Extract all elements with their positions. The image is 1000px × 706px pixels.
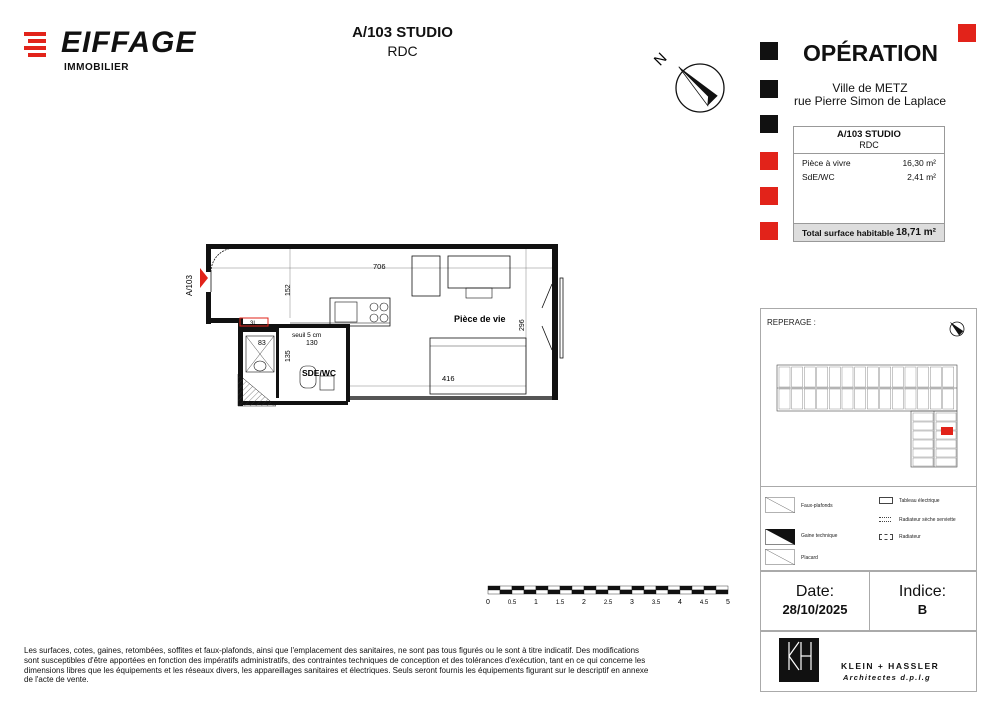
scale-label: 3.5 xyxy=(651,600,661,606)
marker-square-black-1 xyxy=(760,42,778,60)
site-plan-cell xyxy=(892,389,903,409)
surface-total xyxy=(794,223,944,241)
scale-check xyxy=(572,586,584,590)
dim-83: 83 xyxy=(258,340,266,347)
north-label: N xyxy=(650,49,671,70)
site-plan-cell xyxy=(880,367,891,387)
north-arrow-icon xyxy=(650,42,740,122)
site-plan-cell xyxy=(936,458,956,466)
scale-check xyxy=(536,586,548,590)
surface-table xyxy=(793,126,945,242)
scale-check xyxy=(644,586,656,590)
site-plan-cell xyxy=(867,389,878,409)
legend-radiateur-icon xyxy=(879,534,893,540)
indice-label: Indice: xyxy=(898,583,947,600)
scale-check xyxy=(692,590,704,594)
scale-label: 0.5 xyxy=(507,600,517,606)
site-plan-cell xyxy=(880,389,891,409)
scale-check xyxy=(608,586,620,590)
room-bath-label: SDE/WC xyxy=(302,368,336,378)
site-plan-cell xyxy=(792,367,803,387)
site-plan-cell xyxy=(913,458,933,466)
scale-check xyxy=(656,590,668,594)
scale-check xyxy=(500,586,512,590)
dim-130: 130 xyxy=(306,340,318,347)
scale-label: 1.5 xyxy=(555,600,565,606)
scale-check xyxy=(548,590,560,594)
plan-level: RDC xyxy=(387,43,418,59)
site-plan-cell xyxy=(918,389,929,409)
scale-check xyxy=(524,590,536,594)
site-plan-cell xyxy=(913,449,933,457)
architect-box xyxy=(760,630,977,692)
surface-row-value: 2,41 m² xyxy=(907,172,936,182)
site-plan-cell xyxy=(943,389,954,409)
surface-total-label: Total surface habitable xyxy=(802,227,894,238)
marker-square-red-2 xyxy=(760,187,778,205)
date-label: Date: xyxy=(795,583,835,600)
scale-check xyxy=(524,586,536,590)
dim-706: 706 xyxy=(373,262,386,271)
date-indice-box xyxy=(760,570,977,632)
scale-check xyxy=(716,586,728,590)
scale-label: 4 xyxy=(678,599,682,606)
scale-label: 2.5 xyxy=(603,600,613,606)
unit-label: A/103 xyxy=(185,275,194,296)
scale-check xyxy=(680,586,692,590)
marker-square-black-2 xyxy=(760,80,778,98)
scale-check xyxy=(716,590,728,594)
tag-3l: 3L xyxy=(250,321,257,327)
surface-row-value: 16,30 m² xyxy=(902,158,936,168)
legend-radiateur-serviette: Radiateur sèche serviette xyxy=(899,517,956,523)
operation-city: Ville de METZ xyxy=(832,81,908,95)
scale-label: 5 xyxy=(726,599,730,606)
disclaimer-text: Les surfaces, cotes, gaines, retombées, soffites et faux-plafonds, ainsi que l'emplacement des sanitaires, ne sont pas tous figurés ou le sont à titre indicatif. Des modifications sont susceptibles d'être apportées en fonction des impératifs administratifs, des contraintes techniques de conception et des tolérances d'exécution, tant en ce qui concerne les dimensions libres que les équipements et les réseaux divers, les appareillages sanitaires et électriques. Seuls seront fournis les équipements figurant sur le descriptif en annexe de l'acte de vente. xyxy=(24,646,649,685)
reperage-label: REPERAGE : xyxy=(767,318,816,327)
scale-check xyxy=(608,590,620,594)
scale-check xyxy=(668,590,680,594)
operation-street: rue Pierre Simon de Laplace xyxy=(793,94,947,108)
scale-check xyxy=(584,590,596,594)
site-plan-cell xyxy=(867,367,878,387)
legend-radiateur: Radiateur xyxy=(899,534,921,540)
marker-square-red-top xyxy=(958,24,976,42)
operation-title: OPÉRATION xyxy=(803,40,939,66)
logo-sub: IMMOBILIER xyxy=(64,62,129,73)
legend-radiateur-serviette-icon xyxy=(879,517,891,522)
scale-check xyxy=(692,586,704,590)
scale-bar xyxy=(482,584,742,614)
logo-brand: EIFFAGE xyxy=(61,26,197,59)
scale-check xyxy=(680,590,692,594)
scale-check xyxy=(704,590,716,594)
site-plan-cell xyxy=(936,413,956,421)
kh-logo-icon xyxy=(779,638,819,676)
scale-check xyxy=(620,590,632,594)
site-plan-cell xyxy=(936,449,956,457)
site-plan-cell xyxy=(892,367,903,387)
eiffage-logo-icon xyxy=(24,30,54,60)
dim-152: 152 xyxy=(285,284,292,296)
site-plan-cell xyxy=(913,413,933,421)
site-plan-cell xyxy=(817,389,828,409)
indice-value: B xyxy=(917,602,928,617)
site-plan-cell xyxy=(905,389,916,409)
legend-tableau-icon xyxy=(879,497,893,504)
eiffage-logo xyxy=(24,26,197,78)
site-plan-cell xyxy=(804,367,815,387)
scale-check xyxy=(488,586,500,590)
site-plan-cell xyxy=(855,389,866,409)
surface-row-label: SdE/WC xyxy=(802,172,835,182)
reperage-box xyxy=(760,308,977,572)
seuil-label: seuil 5 cm xyxy=(292,332,322,339)
site-plan-cell xyxy=(842,367,853,387)
scale-check xyxy=(536,590,548,594)
scale-check xyxy=(512,590,524,594)
scale-check xyxy=(572,590,584,594)
site-plan-cell xyxy=(792,389,803,409)
dim-416: 416 xyxy=(442,374,455,383)
scale-check xyxy=(548,586,560,590)
site-plan-cell xyxy=(905,367,916,387)
dim-296: 296 xyxy=(519,319,526,331)
scale-check xyxy=(560,590,572,594)
site-plan-cell xyxy=(913,431,933,439)
marker-square-red-1 xyxy=(760,152,778,170)
scale-check xyxy=(656,586,668,590)
marker-square-black-3 xyxy=(760,115,778,133)
scale-check xyxy=(488,590,500,594)
architect-sub: Architectes d.p.l.g xyxy=(843,673,931,682)
scale-check xyxy=(596,586,608,590)
site-plan-cell xyxy=(817,367,828,387)
scale-label: 1 xyxy=(534,599,538,606)
site-plan-cell xyxy=(943,367,954,387)
site-plan-cell xyxy=(842,389,853,409)
site-plan-cell xyxy=(930,367,941,387)
architect-logo xyxy=(779,638,819,682)
site-plan-cell xyxy=(913,440,933,448)
plan-title: A/103 STUDIO xyxy=(352,24,453,41)
scale-check xyxy=(704,586,716,590)
legend-tableau: Tableau électrique xyxy=(899,498,940,504)
site-plan-cell xyxy=(829,367,840,387)
site-plan-cell xyxy=(829,389,840,409)
dim-135: 135 xyxy=(285,350,292,362)
scale-check xyxy=(620,586,632,590)
legend-faux-plafonds: Faux-plafonds xyxy=(801,503,833,509)
site-plan-cell xyxy=(804,389,815,409)
scale-label: 2 xyxy=(582,599,586,606)
site-plan-minimap xyxy=(761,349,971,469)
date-divider xyxy=(869,571,870,631)
marker-square-red-3 xyxy=(760,222,778,240)
scale-check xyxy=(668,586,680,590)
legend-gaine: Gaine technique xyxy=(801,533,838,539)
scale-check xyxy=(644,590,656,594)
site-plan-cell xyxy=(930,389,941,409)
scale-label: 0 xyxy=(486,599,490,606)
site-plan-cell xyxy=(918,367,929,387)
legend-gaine-icon xyxy=(765,529,795,545)
surface-row-label: Pièce à vivre xyxy=(802,158,851,168)
surface-table-level: RDC xyxy=(794,140,944,154)
date-value: 28/10/2025 xyxy=(782,602,848,617)
legend-placard: Placard xyxy=(801,555,818,561)
scale-label: 4.5 xyxy=(699,600,709,606)
site-plan-cell xyxy=(779,367,790,387)
surface-total-value: 18,71 m² xyxy=(895,227,936,238)
surface-row xyxy=(794,172,944,182)
architect-name: KLEIN + HASSLER xyxy=(841,661,940,671)
legend-placard-icon xyxy=(765,549,795,565)
site-plan-cell xyxy=(779,389,790,409)
legend-faux-plafonds-icon xyxy=(765,497,795,513)
scale-check xyxy=(596,590,608,594)
scale-label: 3 xyxy=(630,599,634,606)
room-main-label: Pièce de vie xyxy=(454,314,506,324)
floor-plan xyxy=(180,238,580,418)
surface-table-title: A/103 STUDIO xyxy=(837,129,901,140)
site-plan-cell xyxy=(936,440,956,448)
scale-check xyxy=(500,590,512,594)
reperage-north-icon xyxy=(939,311,969,341)
surface-row xyxy=(794,158,944,168)
scale-check xyxy=(632,586,644,590)
scale-check xyxy=(584,586,596,590)
site-plan-cell xyxy=(855,367,866,387)
scale-check xyxy=(632,590,644,594)
reperage-divider xyxy=(761,486,976,487)
scale-check xyxy=(512,586,524,590)
site-plan-cell xyxy=(913,422,933,430)
scale-check xyxy=(560,586,572,590)
